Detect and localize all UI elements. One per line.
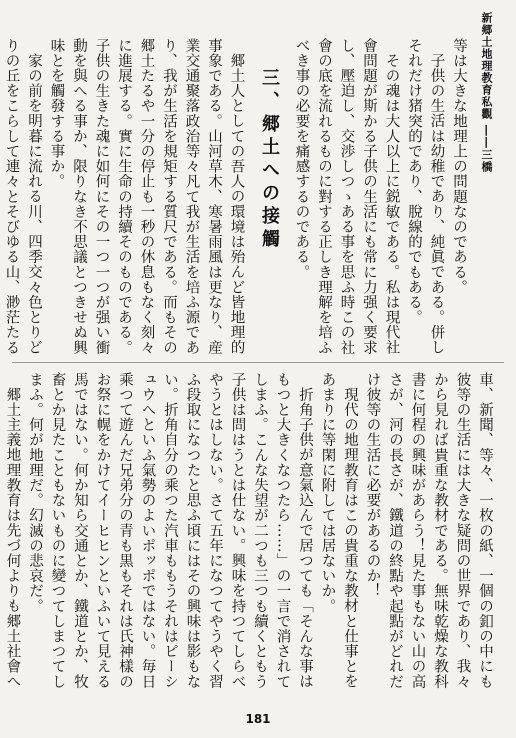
section-heading: 三、郷土への接觸 (259, 68, 280, 252)
paragraph: 現代の地理教育はこの貴重な教材と仕事とをあまりに等閑に附しては居ないか。 (319, 372, 358, 689)
paragraph: 郷土人としての吾人の環境は殆んど皆地理的事象である。山河草木、寒暑雨風は更なり、産業交通聚落政治等々凡て我が生活を培ふ源であり、我が生活を規矩する質尺である。而もその郷土たるや一分の停止も一秒の休息もなく刻々に進展する。實に生命の持續そのものである。子供の生きた魂に如何にその一つ一つが强い衝動を與へる事か、限りなき不思議とつきせぬ興味とを觸發する事か。 (48, 38, 245, 356)
column-divider (12, 362, 504, 363)
running-header: 新郷土地理教育私觀 ――三橋 (480, 12, 493, 173)
page-number: 181 (245, 712, 271, 726)
paragraph: その魂は大人以上に鋭敏である。私は現代社會問題が斯かる子供の生活にも常に力强く要求し、壓迫し、交渉しつゝある事を思ふ時この社會の底を流れるものに對する正しき理解を培ふべき事の必要を痛感するのである。 (293, 38, 400, 356)
paragraph: 折角子供が意氣込んで居つても「そんな事はもつと大きくなつたら……」の一言で消されてしまふ。こんな失望が二つも三つも續くともう子供は問はうとは仕ない。興味を持つてしらべやうとはしない。さて五年になつてやうやく習ふ段取になつたと思ふ頃にはその興味は影もない。折角自分の乘つた汽車ももうそれはピーシュウへといふ氣勢のよいポッポではない。毎日乘つて遊んだ兄弟分の青も黒もそれは氏神樣のお祭に幌をかけてイーヒヒンといふいて見える馬ではない。何か知ら交通とか、鐵道とか、牧畜とか見たこともないものに變つてしまつてしまふ。何が地理だ。幻滅の悲哀だ。 (27, 372, 313, 690)
paragraph: 家の前を明暮に流れる川、四季交々色とりどりの丘をこらして連々とそびゆる山、渺茫たる (3, 38, 42, 356)
upper-text-block (3, 38, 470, 358)
paragraph: 子供の生活は幼稚であり、純眞である。併しそれだけ猪突的であり、脫線的でもある。 (406, 38, 445, 355)
paragraph: 等は大きな地理上の問題なのである。 (451, 38, 467, 295)
lower-text-block (4, 372, 496, 692)
paragraph: 郷土主義地理教育は先づ何よりも郷土社會へ (4, 386, 21, 689)
paragraph: 車、新聞、等々、一枚の紙、一個の釦の中にも彼等の生活には大きな疑問の世界であり、我々から見れば貴重な教材である。無味乾燥な教科書に何程の興味があらう！見た事もない山の高さが、河の長さが、鐵道の終點や起點がどれだけ彼等の生活に必要があるのか！ (364, 372, 493, 690)
